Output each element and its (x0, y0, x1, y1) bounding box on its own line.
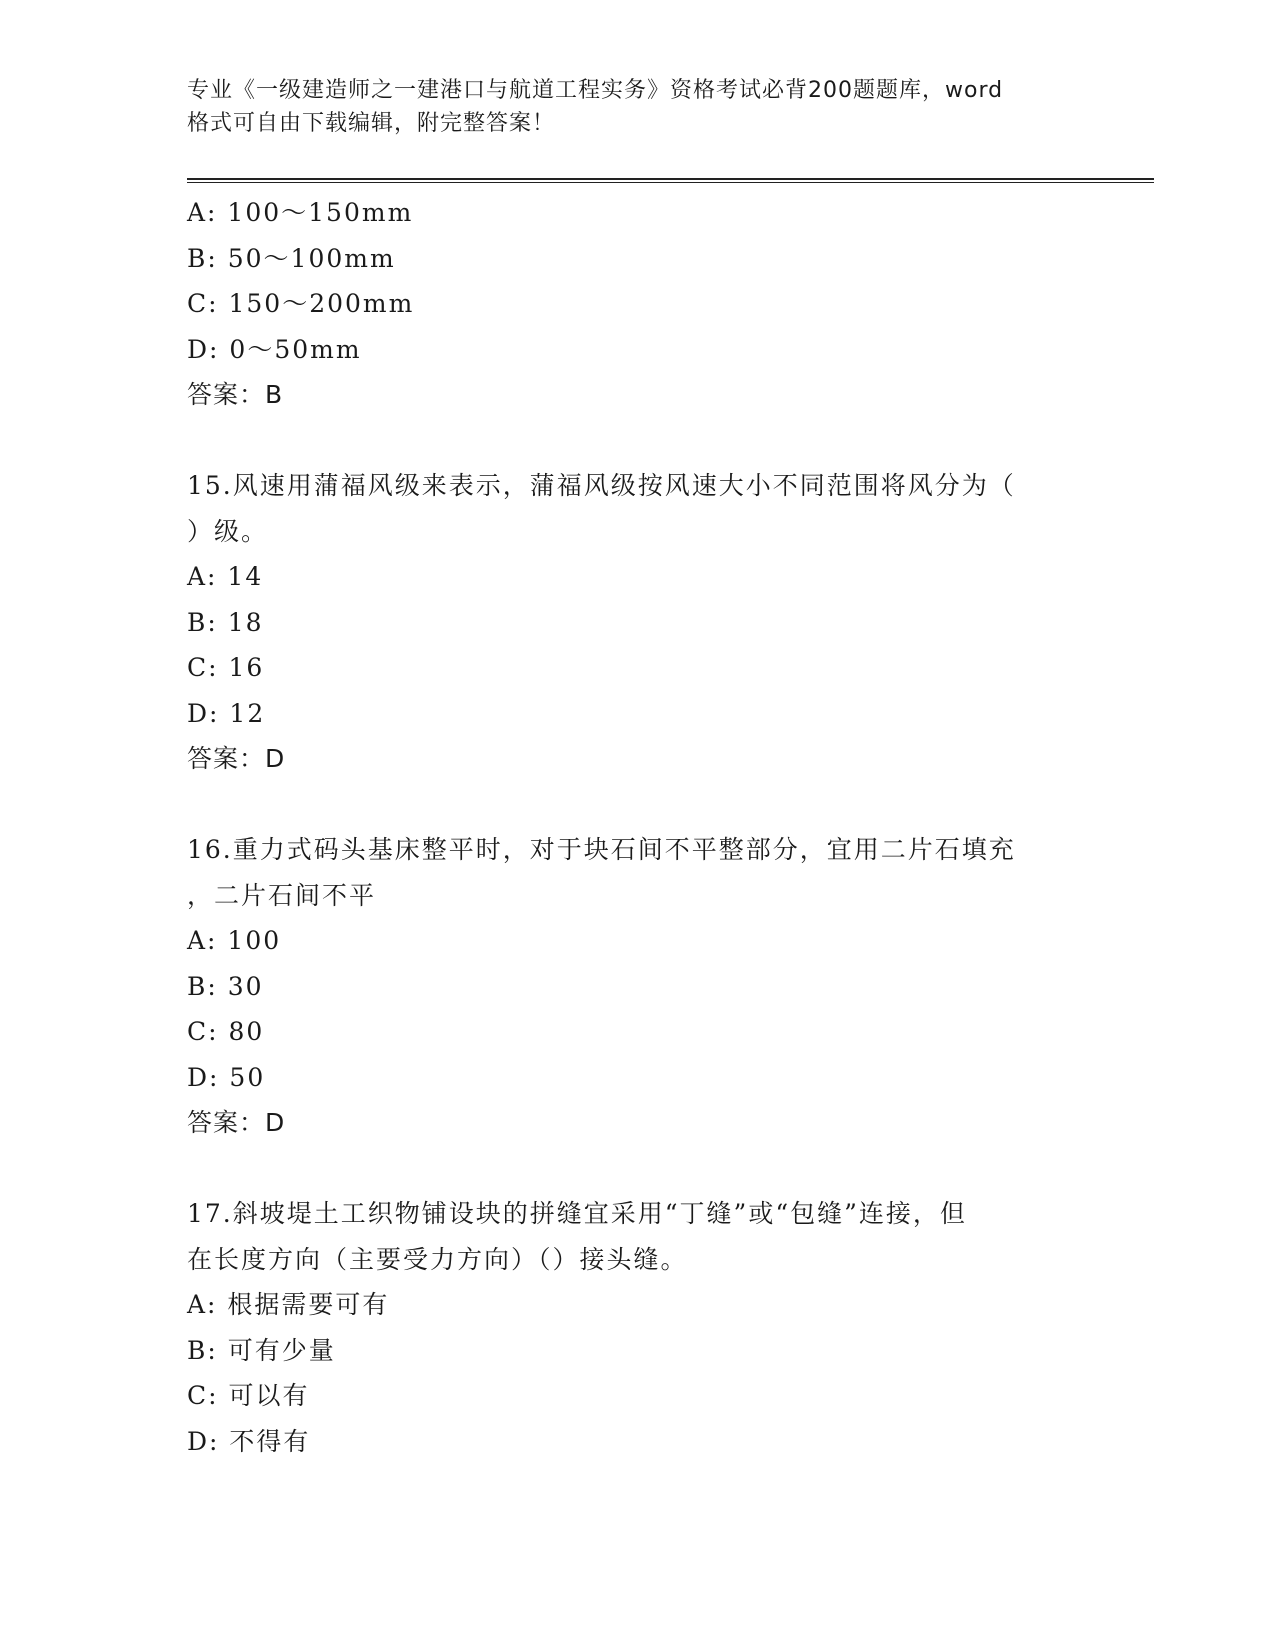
option-b: B: 30 (187, 971, 264, 1001)
option-c: C: 16 (187, 653, 265, 682)
question-stem-line-2: 在长度方向（主要受力方向）（）接头缝。 (187, 1244, 688, 1274)
option-d: D: 0～50mm (187, 334, 362, 364)
question-stem-line-2: ）级。 (187, 516, 269, 546)
option-b: B: 18 (187, 607, 264, 637)
question-stem-line-2: ，二片石间不平 (187, 880, 377, 910)
option-b: B: 50～100mm (187, 243, 396, 273)
spacer (187, 1146, 1087, 1192)
header-title-line-2: 格式可自由下载编辑，附完整答案！ (187, 111, 556, 136)
answer-line: 答案：D (187, 744, 286, 773)
option-d: D: 不得有 (187, 1426, 311, 1456)
option-a: A: 100 (187, 926, 282, 955)
header-title-line-1: 专业《一级建造师之一建港口与航道工程实务》资格考试必背200题题库，word (187, 78, 1004, 103)
document-header (187, 74, 1067, 140)
option-c: C: 80 (187, 1017, 265, 1046)
option-a: A: 100～150mm (187, 198, 414, 227)
spacer (187, 782, 1087, 828)
question-15 (187, 463, 1087, 782)
option-d: D: 50 (187, 1062, 266, 1092)
option-c: C: 可以有 (187, 1381, 310, 1410)
question-16 (187, 827, 1087, 1146)
option-d: D: 12 (187, 698, 266, 728)
spacer (187, 418, 1087, 464)
question-stem-line-1: 15.风速用蒲福风级来表示，蒲福风级按风速大小不同范围将风分为（ (187, 471, 1016, 500)
question-stem-line-1: 17.斜坡堤土工织物铺设块的拼缝宜采用“丁缝”或“包缝”连接，但 (187, 1199, 967, 1228)
option-a: A: 14 (187, 562, 264, 591)
option-a: A: 根据需要可有 (187, 1290, 390, 1319)
header-divider (187, 178, 1154, 183)
prev-question (187, 190, 1087, 418)
question-stem-line-1: 16.重力式码头基床整平时，对于块石间不平整部分，宜用二片石填充 (187, 835, 1016, 864)
question-content (187, 190, 1087, 1464)
answer-line: 答案：B (187, 380, 284, 409)
option-c: C: 150～200mm (187, 289, 415, 318)
option-b: B: 可有少量 (187, 1335, 336, 1365)
answer-line: 答案：D (187, 1108, 286, 1137)
question-17 (187, 1191, 1087, 1464)
